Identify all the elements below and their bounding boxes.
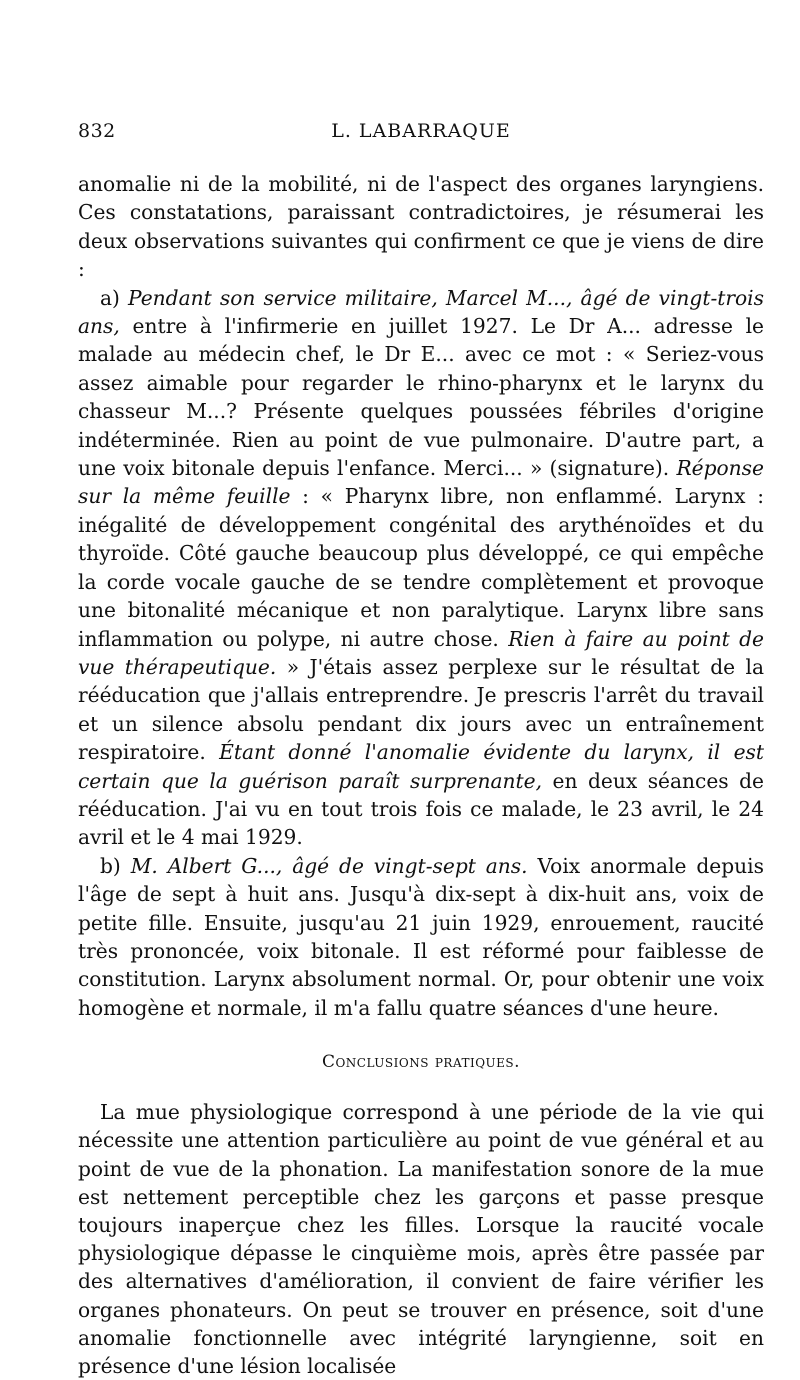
- page-header: [78, 120, 764, 150]
- observation-a: [78, 284, 764, 852]
- observation-a-text-3: » J'étais assez perplexe sur le résultat de la rééducation que j'allais entreprendre. Je prescris l'arrêt du travail et un silence absolu pendant dix jours avec un entraînement respiratoire.: [78, 654, 764, 765]
- observation-a-label: a): [100, 285, 120, 310]
- observation-a-reply: Réponse sur la même feuille: [78, 456, 764, 509]
- running-head: L. LABARRAQUE: [331, 120, 511, 142]
- observation-b-label: b): [100, 853, 121, 878]
- section-body: [78, 1098, 764, 1380]
- paragraph-intro: anomalie ni de la mobilité, ni de l'aspect des organes laryngiens. Ces constatations, paraissant contradictoires, je résumerai les deux observations suivantes qui confirment ce que je viens de dire :: [78, 172, 764, 282]
- observation-a-rien: Rien à faire au point de vue thérapeutique.: [78, 626, 765, 679]
- observation-a-text-1: entre à l'infirmerie en juillet 1927. Le Dr A... adresse le malade au médecin chef, le Dr E... avec ce mot : « Seriez-vous assez aimable pour regarder le rhino-pharynx et le larynx du chasseur M...? Présente quelques poussées fébriles d'origine indéterminée. Rien au point de vue pulmonaire. D'autre part, a une voix bitonale depuis l'enfance. Merci... » (signature).: [78, 314, 764, 481]
- observation-a-text-4: en deux séances de rééducation. J'ai vu en tout trois fois ce malade, le 23 avril, le 24 avril et le 4 mai 1929.: [78, 768, 765, 850]
- observation-a-etant: Étant donné l'anomalie évidente du larynx, il est certain que la guérison paraît surprenante,: [78, 740, 764, 793]
- observation-b-intro: M. Albert G..., âgé de vingt-sept ans.: [130, 853, 528, 878]
- observation-a-intro: Pendant son service militaire, Marcel M..., âgé de vingt-trois ans,: [78, 285, 764, 339]
- page-number: 832: [78, 120, 116, 142]
- section-title: Conclusions pratiques.: [321, 1052, 521, 1073]
- observation-b-text-1: Voix anormale depuis l'âge de sept à huit ans. Jusqu'à dix-sept à dix-huit ans, voix de petite fille. Ensuite, jusqu'au 21 juin 1929, enrouement, raucité très prononcée, voix bitonale. Il est réformé pour faiblesse de constitution. Larynx absolument normal. Or, pour obtenir une voix homogène et normale, il m'a fallu quatre séances d'une heure.: [78, 853, 764, 1020]
- observation-b: [78, 852, 764, 1022]
- page: [78, 120, 764, 1380]
- observation-a-text-2: : « Pharynx libre, non enflammé. Larynx : inégalité de développement congénital des arythénoïdes et du thyroïde. Côté gauche beaucoup plus développé, ce qui empêche la corde vocale gauche de se tendre complètement et provoque une bitonalité mécanique et non paralytique. Larynx libre sans inflammation ou polype, ni autre chose.: [78, 484, 764, 651]
- body-text: [78, 170, 764, 1022]
- section-paragraph: La mue physiologique correspond à une période de la vie qui nécessite une attention particulière au point de vue général et au point de vue de la phonation. La manifestation sonore de la mue est nettement perceptible chez les garçons et passe presque toujours inaperçue chez les filles. Lorsque la raucité vocale physiologique dépasse le cinquième mois, après être passée par des alternatives d'amélioration, il convient de faire vérifier les organes phonateurs. On peut se trouver en présence, soit d'une anomalie fonctionnelle avec intégrité laryngienne, soit en présence d'une lésion localisée: [78, 1100, 764, 1379]
